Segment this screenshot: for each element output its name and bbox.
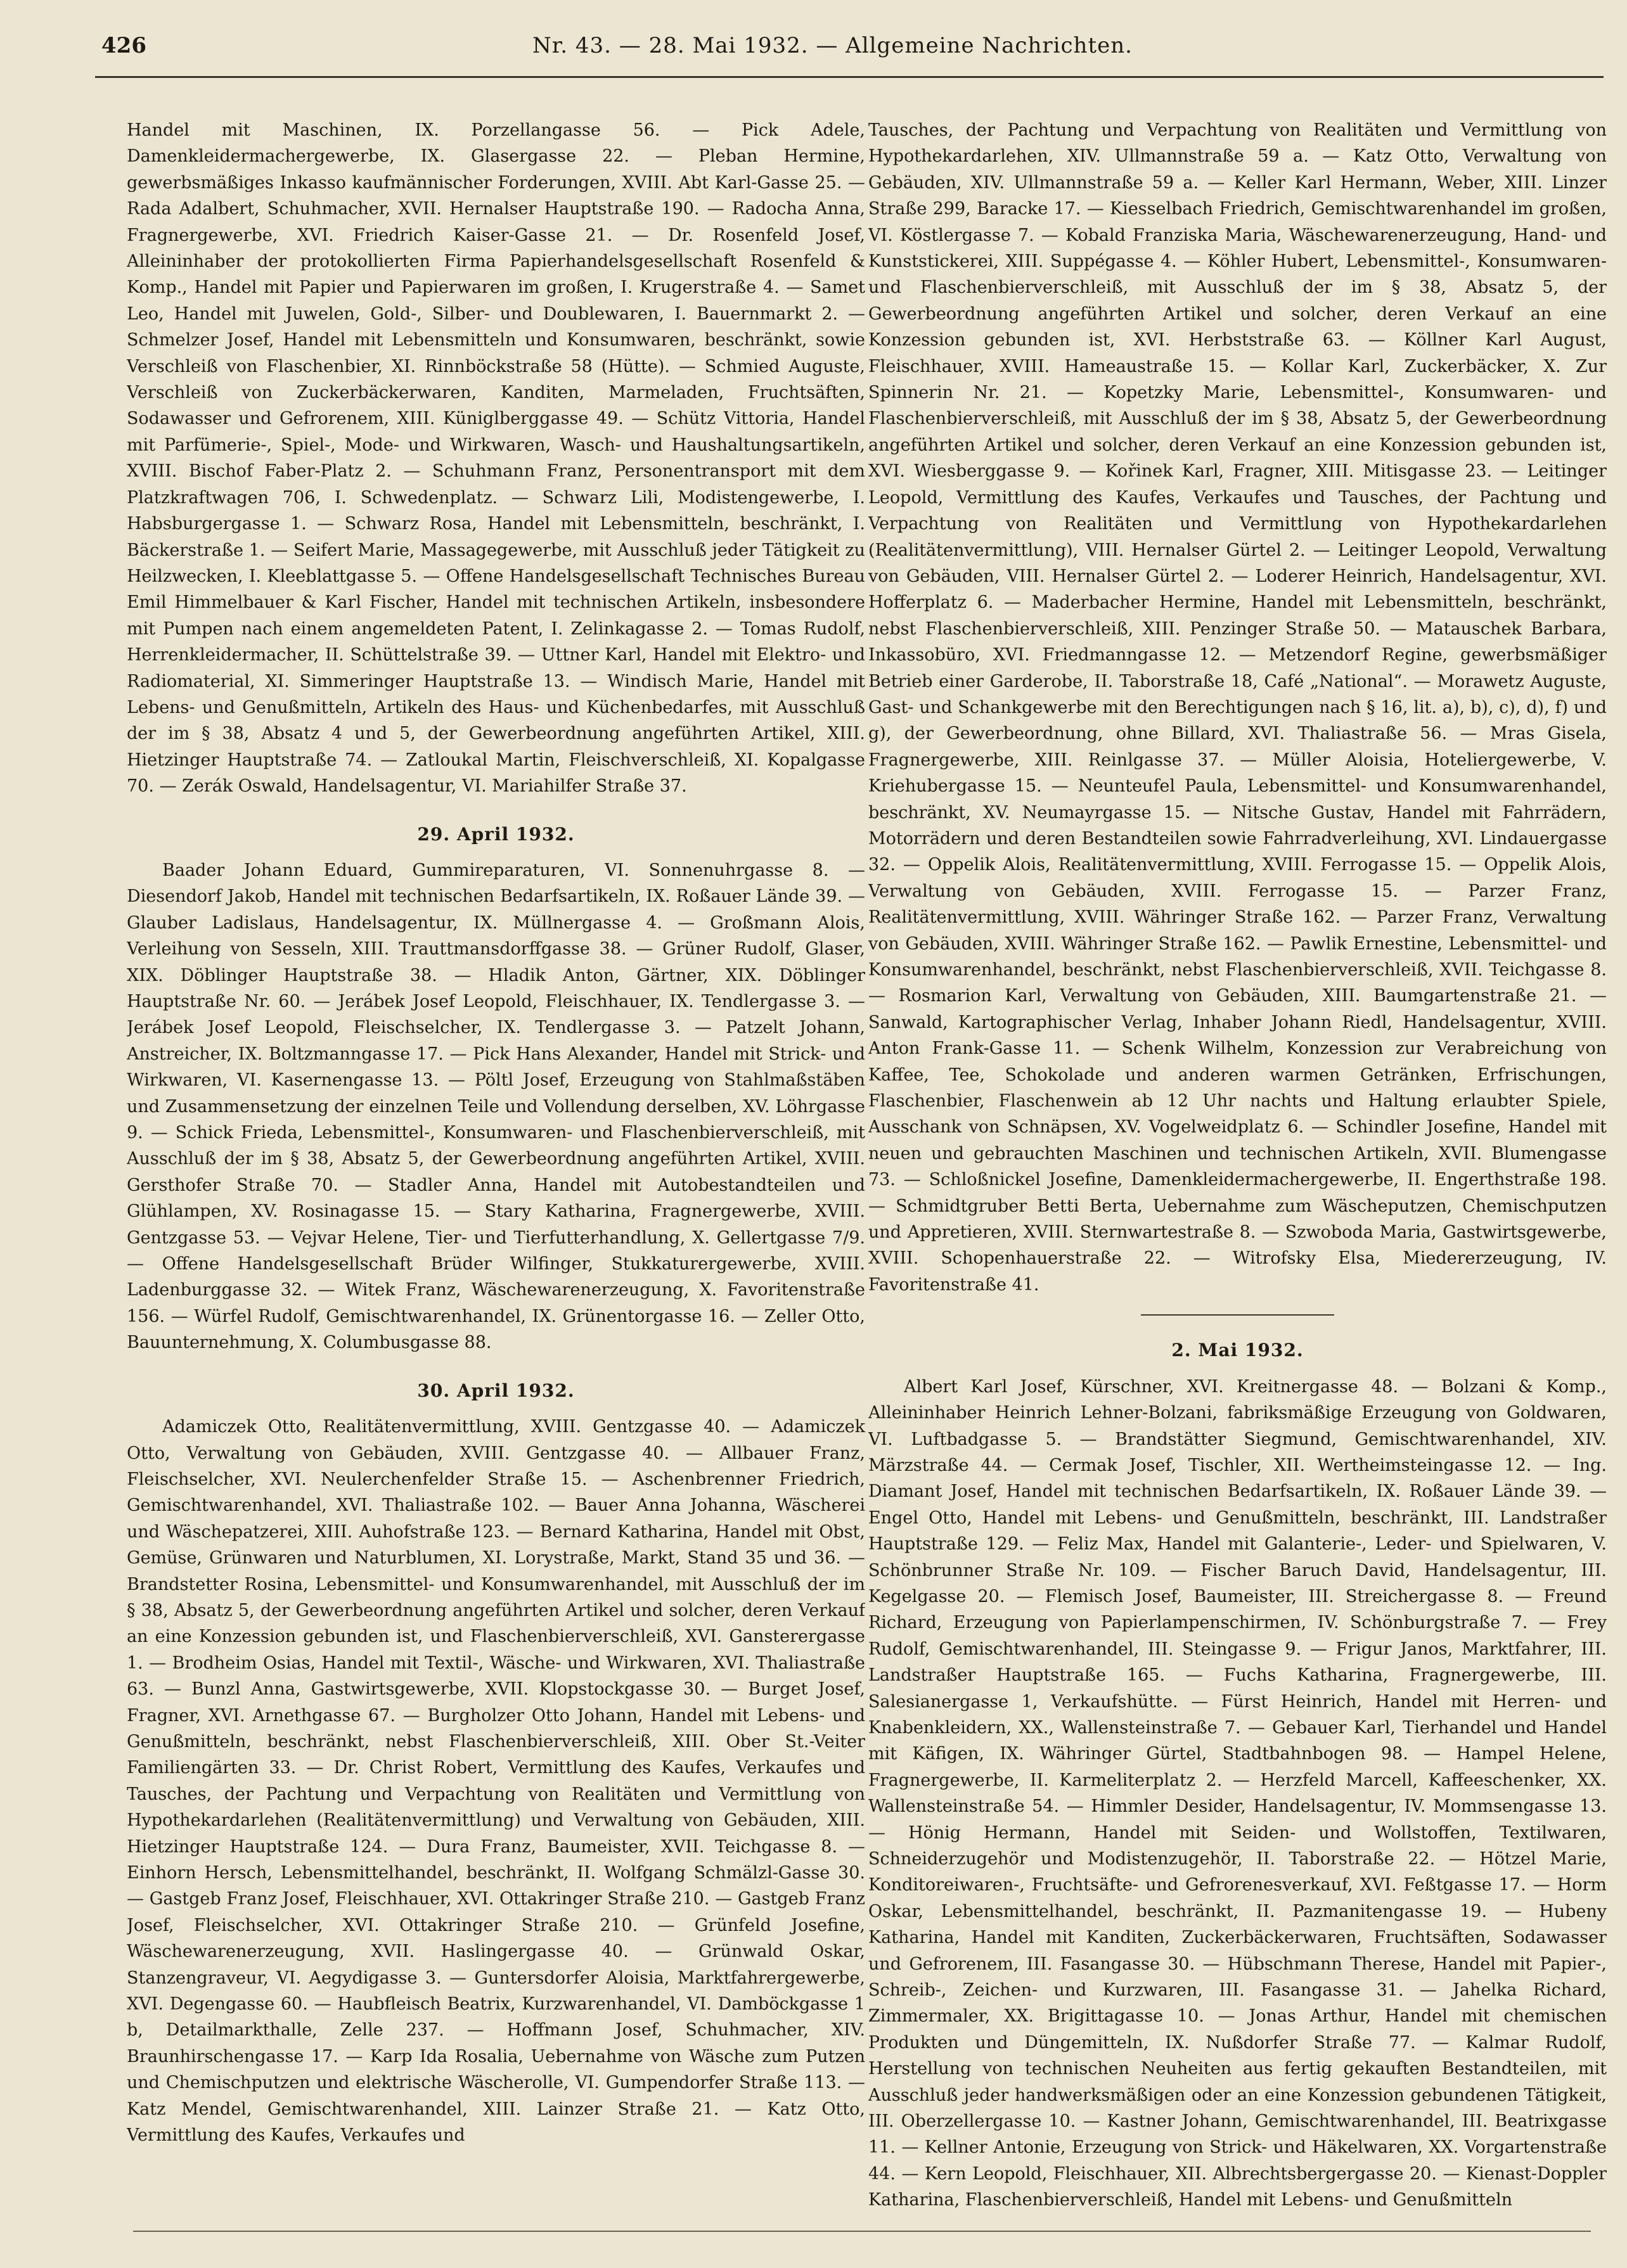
continued-entries: Handel mit Maschinen, IX. Porzellangasse 56. — Pick Adele, Damenkleidermachergewerbe, IX. Glasergasse 22. — Pleban Hermine, gewerbsmäßiges Inkasso kaufmännischer Forderungen, XVIII. Abt Karl-Gasse 25. — Rada Adalbert, Schuhmacher, XVII. Hernalser Hauptstraße 190. — Radocha Anna, Fragnergewerbe, XVI. Friedrich Kaiser-Gasse 21. — Dr. Rosenfeld Josef, Alleininhaber der protokollierten Firma Papierhandelsgesellschaft Rosenfeld & Komp., Handel mit Papier und Papierwaren im großen, I. Krugerstraße 4. — Samet Leo, Handel mit Juwelen, Gold-, Silber- und Doublewaren, I. Bauernmarkt 2. — Schmelzer Josef, Handel mit Lebensmitteln und Konsumwaren, beschränkt, sowie Verschleiß von Flaschenbier, XI. Rinnböckstraße 58 (Hütte). — Schmied Auguste, Verschleiß von Zuckerbäckerwaren, Kanditen, Marmeladen, Fruchtsäften, Sodawasser und Gefrorenem, XIII. Küniglberggasse 49. — Schütz Vittoria, Handel mit Parfümerie-, Spiel-, Mode- und Wirkwaren, Wasch- und Haushaltungsartikeln, XVIII. Bischof Faber-Platz 2. — Schuhmann Franz, Personentransport mit dem Platzkraftwagen 706, I. Schwedenplatz. — Schwarz Lili, Modistengewerbe, I. Habsburgergasse 1. — Schwarz Rosa, Handel mit Lebensmitteln, beschränkt, I. Bäckerstraße 1. — Seifert Marie, Massagegewerbe, mit Ausschluß jeder Tätigkeit zu Heilzwecken, I. Kleeblattgasse 5. — Offene Handelsgesellschaft Technisches Bureau Emil Himmelbauer & Karl Fischer, Handel mit technischen Artikeln, insbesondere mit Pumpen nach einem angemeldeten Patent, I. Zelinkagasse 2. — Tomas Rudolf, Herrenkleidermacher, II. Schüttelstraße 39. — Uttner Karl, Handel mit Elektro- und Radiomaterial, XI. Simmeringer Hauptstraße 13. — Windisch Marie, Handel mit Lebens- und Genußmitteln, Artikeln des Haus- und Küchenbedarfes, mit Ausschluß der im § 38, Absatz 4 und 5, der Gewerbeordnung angeführten Artikel, XIII. Hietzinger Hauptstraße 74. — Zatloukal Martin, Fleischverschleiß, XI. Kopalgasse 70. — Zerák Oswald, Handelsagentur, VI. Mariahilfer Straße 37. (127, 120, 865, 797)
entries-may-2: Albert Karl Josef, Kürschner, XVI. Kreitnergasse 48. — Bolzani & Komp., Alleininhaber Heinrich Lehner-Bolzani, fabriksmäßige Erzeugung von Goldwaren, VI. Luftbadgasse 5. — Brandstätter Siegmund, Gemischtwarenhandel, XIV. Märzstraße 44. — Cermak Josef, Tischler, XII. Wertheimsteingasse 12. — Ing. Diamant Josef, Handel mit technischen Bedarfsartikeln, IX. Roßauer Lände 39. — Engel Otto, Handel mit Lebens- und Genußmitteln, beschränkt, III. Landstraßer Hauptstraße 129. — Feliz Max, Handel mit Galanterie-, Leder- und Spielwaren, V. Schönbrunner Straße Nr. 109. — Fischer Baruch David, Handelsagentur, III. Kegelgasse 20. — Flemisch Josef, Baumeister, III. Streichergasse 8. — Freund Richard, Erzeugung von Papierlampenschirmen, IV. Schönburgstraße 7. — Frey Rudolf, Gemischtwarenhandel, III. Steingasse 9. — Frigur Janos, Marktfahrer, III. Landstraßer Hauptstraße 165. — Fuchs Katharina, Fragnergewerbe, III. Salesianergasse 1, Verkaufshütte. — Fürst Heinrich, Handel mit Herren- und Knabenkleidern, XX., Wallensteinstraße 7. — Gebauer Karl, Tierhandel und Handel mit Käfigen, IX. Währinger Gürtel, Stadtbahnbogen 98. — Hampel Helene, Fragnergewerbe, II. Karmeliterplatz 2. — Herzfeld Marcell, Kaffeeschenker, XX. Wallensteinstraße 54. — Himmler Desider, Handelsagentur, IV. Mommsengasse 13. — Hönig Hermann, Handel mit Seiden- und Wollstoffen, Textilwaren, Schneiderzugehör und Modistenzugehör, II. Taborstraße 22. — Hötzel Marie, Konditoreiwaren-, Fruchtsäfte- und Gefrorenesverkauf, XVI. Feßtgasse 17. — Horm Oskar, Lebensmittelhandel, beschränkt, II. Pazmanitengasse 19. — Hubeny Katharina, Handel mit Kanditen, Zuckerbäckerwaren, Fruchtsäften, Sodawasser und Gefrorenem, III. Fasangasse 30. — Hübschmann Therese, Handel mit Papier-, Schreib-, Zeichen- und Kurzwaren, III. Fasangasse 31. — Jahelka Richard, Zimmermaler, XX. Brigittagasse 10. — Jonas Arthur, Handel mit chemischen Produkten und Düngemitteln, IX. Nußdorfer Straße 77. — Kalmar Rudolf, Herstellung von technischen Neuheiten aus fertig gekauften Bestandteilen, mit Ausschluß jeder handwerksmäßigen oder an eine Konzession gebundenen Tätigkeit, III. Oberzellergasse 10. — Kastner Johann, Gemischtwarenhandel, III. Beatrixgasse 11. — Kellner Antonie, Erzeugung von Strick- und Häkelwaren, XX. Vorgartenstraße 44. — Kern Leopold, Fleischhauer, XII. Albrechtsbergergasse 20. — Kienast-Doppler Katharina, Flaschenbierverschleiß, Handel mit Lebens- und Genußmitteln (868, 1376, 1607, 2210)
page-header (101, 33, 1521, 71)
section-divider (1141, 1314, 1334, 1316)
continued-entries-right: Tausches, der Pachtung und Verpachtung von Realitäten und Vermittlung von Hypothekardarlehen, XIV. Ullmannstraße 59 a. — Katz Otto, Verwaltung von Gebäuden, XIV. Ullmannstraße 59 a. — Keller Karl Hermann, Weber, XIII. Linzer Straße 299, Baracke 17. — Kiesselbach Friedrich, Gemischtwarenhandel im großen, VI. Köstlergasse 7. — Kobald Franziska Maria, Wäschewarenerzeugung, Hand- und Kunststickerei, XIII. Suppégasse 4. — Köhler Hubert, Lebensmittel-, Konsumwaren- und Flaschenbierverschleiß, mit Ausschluß der im § 38, Absatz 5, der Gewerbeordnung angeführten Artikel und solcher, deren Verkauf an eine Konzession gebunden ist, XVI. Herbststraße 63. — Köllner Karl August, Fleischhauer, XVIII. Hameaustraße 15. — Kollar Karl, Zuckerbäcker, X. Zur Spinnerin Nr. 21. — Kopetzky Marie, Lebensmittel-, Konsumwaren- und Flaschenbierverschleiß, mit Ausschluß der im § 38, Absatz 5, der Gewerbeordnung angeführten Artikel und solcher, deren Verkauf an eine Konzession gebunden ist, XVI. Wiesberggasse 9. — Kořinek Karl, Fragner, XIII. Mitisgasse 23. — Leitinger Leopold, Vermittlung des Kaufes, Verkaufes und Tausches, der Pachtung und Verpachtung von Realitäten und Vermittlung von Hypothekardarlehen (Realitätenvermittlung), VIII. Hernalser Gürtel 2. — Leitinger Leopold, Verwaltung von Gebäuden, VIII. Hernalser Gürtel 2. — Loderer Heinrich, Handelsagentur, XVI. Hofferplatz 6. — Maderbacher Hermine, Handel mit Lebensmitteln, beschränkt, nebst Flaschenbierverschleiß, XIII. Penzinger Straße 50. — Matauschek Barbara, Inkassobüro, XVI. Friedmanngasse 12. — Metzendorf Regine, gewerbsmäßiger Betrieb einer Garderobe, II. Taborstraße 18, Café „National“. — Morawetz Auguste, Gast- und Schankgewerbe mit den Berechtigungen nach § 16, lit. a), b), c), d), f) und g), der Gewerbeordnung, ohne Billard, XVI. Thaliastraße 56. — Mras Gisela, Fragnergewerbe, XIII. Reinlgasse 37. — Müller Aloisia, Hoteliergewerbe, V. Kriehubergasse 15. — Neunteufel Paula, Lebensmittel- und Konsumwarenhandel, beschränkt, XV. Neumayrgasse 15. — Nitsche Gustav, Handel mit Fahrrädern, Motorrädern und deren Bestandteilen sowie Fahrradverleihung, XVI. Lindauergasse 32. — Oppelik Alois, Realitätenvermittlung, XVIII. Ferrogasse 15. — Oppelik Alois, Verwaltung von Gebäuden, XVIII. Ferrogasse 15. — Parzer Franz, Realitätenvermittlung, XVIII. Währinger Straße 162. — Parzer Franz, Verwaltung von Gebäuden, XVIII. Währinger Straße 162. — Pawlik Ernestine, Lebensmittel- und Konsumwarenhandel, beschränkt, nebst Flaschenbierverschleiß, XVII. Teichgasse 8. — Rosmarion Karl, Verwaltung von Gebäuden, XIII. Baumgartenstraße 21. — Sanwald, Kartographischer Verlag, Inhaber Johann Riedl, Handelsagentur, XVIII. Anton Frank-Gasse 11. — Schenk Wilhelm, Konzession zur Verabreichung von Kaffee, Tee, Schokolade und anderen warmen Getränken, Erfrischungen, Flaschenbier, Flaschenwein ab 12 Uhr nachts und Haltung erlaubter Spiele, Ausschank von Schnäpsen, XV. Vogelweidplatz 6. — Schindler Josefine, Handel mit neuen und gebrauchten Maschinen und technischen Artikeln, XVII. Blumengasse 73. — Schloßnickel Josefine, Damenkleidermachergewerbe, II. Engerthstraße 198. — Schmidtgruber Betti Berta, Uebernahme zum Wäscheputzen, Chemischputzen und Appretieren, XVIII. Sternwartestraße 8. — Szwoboda Maria, Gastwirtsgewerbe, XVIII. Schopenhauerstraße 22. — Witrofsky Elsa, Miedererzeugung, IV. Favoritenstraße 41. (868, 120, 1607, 1295)
date-heading-april-30: 30. April 1932. (417, 1380, 575, 1401)
right-column (868, 117, 1607, 2227)
entries-april-29: Baader Johann Eduard, Gummireparaturen, VI. Sonnenuhrgasse 8. — Diesendorf Jakob, Handel mit technischen Bedarfsartikeln, IX. Roßauer Lände 39. — Glauber Ladislaus, Handelsagentur, IX. Müllnergasse 4. — Großmann Alois, Verleihung von Sesseln, XIII. Trauttmansdorffgasse 38. — Grüner Rudolf, Glaser, XIX. Döblinger Hauptstraße 38. — Hladik Anton, Gärtner, XIX. Döblinger Hauptstraße Nr. 60. — Jerábek Josef Leopold, Fleischhauer, IX. Tendlergasse 3. — Jerábek Josef Leopold, Fleischselcher, IX. Tendlergasse 3. — Patzelt Johann, Anstreicher, IX. Boltzmanngasse 17. — Pick Hans Alexander, Handel mit Strick- und Wirkwaren, VI. Kasernengasse 13. — Pöltl Josef, Erzeugung von Stahlmaßstäben und Zusammensetzung der einzelnen Teile und Vollendung derselben, XV. Löhrgasse 9. — Schick Frieda, Lebensmittel-, Konsumwaren- und Flaschenbierverschleiß, mit Ausschluß der im § 38, Absatz 5, der Gewerbeordnung angeführten Artikel, XVIII. Gersthofer Straße 70. — Stadler Anna, Handel mit Autobestandteilen und Glühlampen, XV. Rosinagasse 15. — Stary Katharina, Fragnergewerbe, XVIII. Gentzgasse 53. — Vejvar Helene, Tier- und Tierfutterhandlung, X. Gellertgasse 7/9. — Offene Handelsgesellschaft Brüder Wilfinger, Stukkaturergewerbe, XVIII. Ladenburggasse 32. — Witek Franz, Wäschewarenerzeugung, X. Favoritenstraße 156. — Würfel Rudolf, Gemischtwarenhandel, IX. Grünentorgasse 16. — Zeller Otto, Bauunternehmung, X. Columbusgasse 88. (127, 860, 865, 1353)
page-number: 426 (101, 33, 146, 58)
running-title: Nr. 43. — 28. Mai 1932. — Allgemeine Nachrichten. (532, 33, 1133, 58)
date-heading-may-2: 2. Mai 1932. (1171, 1340, 1304, 1361)
left-column (127, 117, 865, 2227)
entries-april-30: Adamiczek Otto, Realitätenvermittlung, XVIII. Gentzgasse 40. — Adamiczek Otto, Verwaltung von Gebäuden, XVIII. Gentzgasse 40. — Allbauer Franz, Fleischselcher, XVI. Neulerchenfelder Straße 15. — Aschenbrenner Friedrich, Gemischtwarenhandel, XVI. Thaliastraße 102. — Bauer Anna Johanna, Wäscherei und Wäschepatzerei, XIII. Auhofstraße 123. — Bernard Katharina, Handel mit Obst, Gemüse, Grünwaren und Naturblumen, XI. Lorystraße, Markt, Stand 35 und 36. — Brandstetter Rosina, Lebensmittel- und Konsumwarenhandel, mit Ausschluß der im § 38, Absatz 5, der Gewerbeordnung angeführten Artikel und solcher, deren Verkauf an eine Konzession gebunden ist, und Flaschenbierverschleiß, XVI. Gansterergasse 1. — Brodheim Osias, Handel mit Textil-, Wäsche- und Wirkwaren, XVI. Thaliastraße 63. — Bunzl Anna, Gastwirtsgewerbe, XVII. Klopstockgasse 30. — Burget Josef, Fragner, XVI. Arnethgasse 67. — Burgholzer Otto Johann, Handel mit Lebens- und Genußmitteln, beschränkt, nebst Flaschenbierverschleiß, XIII. Ober St.-Veiter Familiengärten 33. — Dr. Christ Robert, Vermittlung des Kaufes, Verkaufes und Tausches, der Pachtung und Verpachtung von Realitäten und Vermittlung von Hypothekardarlehen (Realitätenvermittlung) und Verwaltung von Gebäuden, XIII. Hietzinger Hauptstraße 124. — Dura Franz, Baumeister, XVII. Teichgasse 8. — Einhorn Hersch, Lebensmittelhandel, beschränkt, II. Wolfgang Schmälzl-Gasse 30. — Gastgeb Franz Josef, Fleischhauer, XVI. Ottakringer Straße 210. — Gastgeb Franz Josef, Fleischselcher, XVI. Ottakringer Straße 210. — Grünfeld Josefine, Wäschewarenerzeugung, XVII. Haslingergasse 40. — Grünwald Oskar, Stanzengraveur, VI. Aegydigasse 3. — Guntersdorfer Aloisia, Marktfahrergewerbe, XVI. Degengasse 60. — Haubfleisch Beatrix, Kurzwarenhandel, VI. Damböckgasse 1 b, Detailmarkthalle, Zelle 237. — Hoffmann Josef, Schuhmacher, XIV. Braunhirschengasse 17. — Karp Ida Rosalia, Uebernahme von Wäsche zum Putzen und Chemischputzen und elektrische Wäscherolle, VI. Gumpendorfer Straße 113. — Katz Mendel, Gemischtwarenhandel, XIII. Lainzer Straße 21. — Katz Otto, Vermittlung des Kaufes, Verkaufes und (127, 1417, 865, 2146)
header-rule (95, 76, 1604, 78)
date-heading-april-29: 29. April 1932. (417, 823, 575, 845)
footer-rule (133, 2231, 1591, 2232)
